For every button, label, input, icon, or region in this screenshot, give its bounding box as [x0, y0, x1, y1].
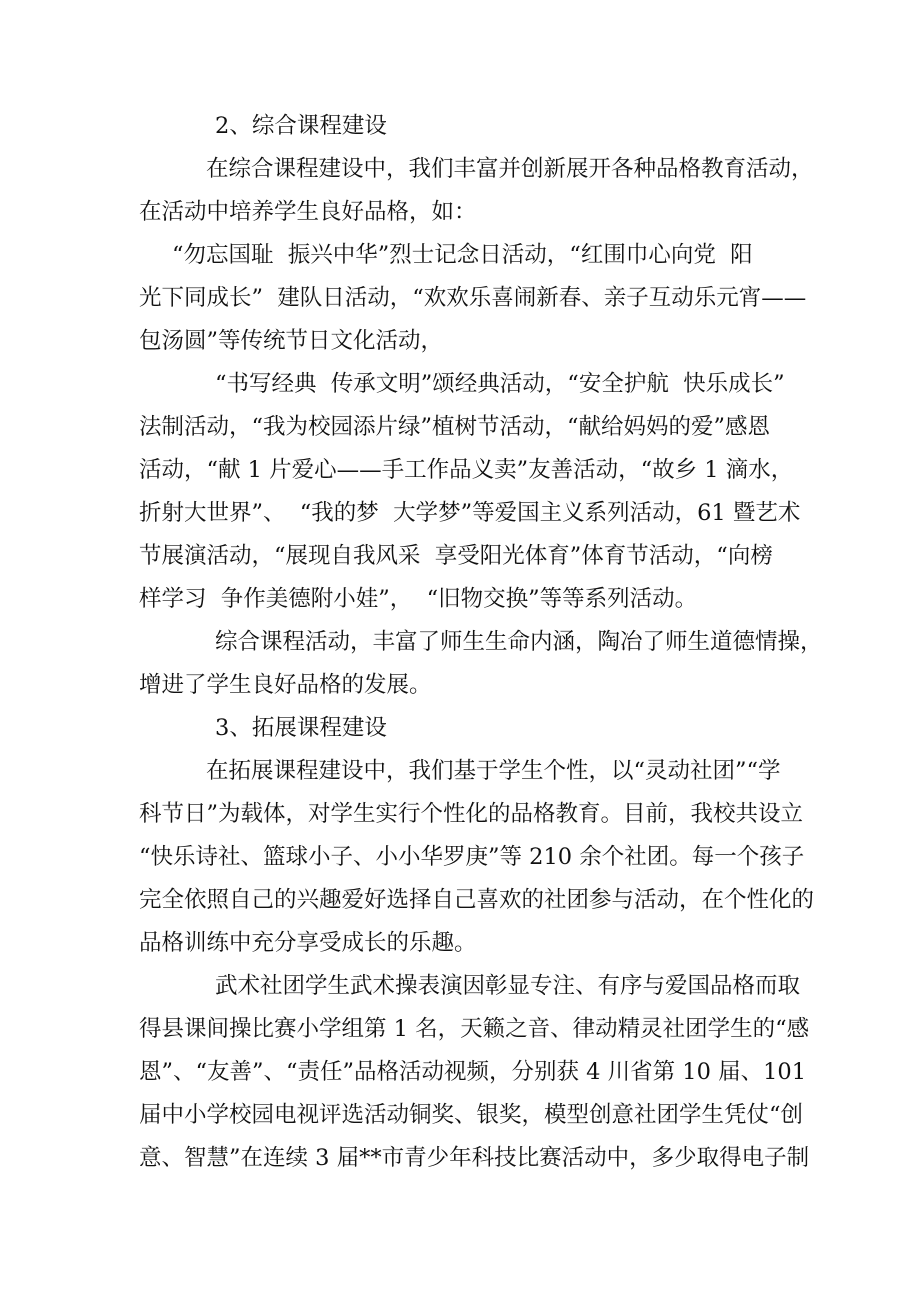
paragraph-line: 品格训练中充分享受成长的乐趣。: [139, 930, 477, 956]
paragraph-line: 法制活动，“我为校园添片绿”植树节活动，“献给妈妈的爱”感恩: [139, 414, 771, 440]
paragraph-line: 武术社团学生武术操表演因彰显专注、有序与爱国品格而取: [215, 973, 801, 999]
paragraph-line: 完全依照自己的兴趣爱好选择自己喜欢的社团参与活动，在个性化的: [139, 887, 815, 913]
paragraph-line: 得县课间操比赛小学组第 1 名，天籁之音、律动精灵社团学生的“感: [139, 1016, 810, 1042]
paragraph-line: “快乐诗社、篮球小子、小小华罗庚”等 210 余个社团。每一个孩子: [139, 844, 805, 870]
paragraph-line: “勿忘国耻 振兴中华”烈士记念日活动，“红围巾心向党 阳: [172, 242, 753, 268]
paragraph-line: 届中小学校园电视评选活动铜奖、银奖，模型创意社团学生凭仗“创: [139, 1102, 804, 1128]
paragraph-line: 意、智慧”在连续 3 届**市青少年科技比赛活动中，多少取得电子制: [139, 1145, 810, 1171]
section-heading-integrated-curriculum: 2、综合课程建设: [215, 113, 387, 139]
paragraph-line: 综合课程活动，丰富了师生生命内涵，陶冶了师生道德情操，: [215, 629, 823, 655]
paragraph-line: 活动，“献 1 片爱心——手工作品义卖”友善活动，“故乡 1 滴水，: [139, 457, 794, 483]
paragraph-line: “书写经典 传承文明”颂经典活动，“安全护航 快乐成长”: [215, 371, 785, 397]
paragraph-line: 在拓展课程建设中，我们基于学生个性，以“灵动社团”“学: [206, 758, 781, 784]
paragraph-line: 样学习 争作美德附小娃”， “旧物交换”等等系列活动。: [139, 586, 698, 612]
paragraph-line: 在综合课程建设中，我们丰富并创新展开各种品格教育活动，: [206, 156, 814, 182]
paragraph-line: 科节日”为载体，对学生实行个性化的品格教育。目前，我校共设立: [139, 801, 804, 827]
paragraph-line: 光下同成长” 建队日活动，“欢欢乐喜闹新春、亲子互动乐元宵——: [139, 285, 807, 311]
paragraph-line: 节展演活动，“展现自我风采 享受阳光体育”体育节活动，“向榜: [139, 543, 773, 569]
paragraph-line: 包汤圆”等传统节日文化活动，: [139, 328, 444, 354]
paragraph-line: 折射大世界”、 “我的梦 大学梦”等爱国主义系列活动，61 暨艺术: [139, 500, 801, 526]
paragraph-line: 在活动中培养学生良好品格，如：: [139, 199, 477, 225]
section-heading-extended-curriculum: 3、拓展课程建设: [215, 715, 387, 741]
paragraph-line: 恩”、“友善”、“责任”品格活动视频，分别获 4 川省第 10 届、101: [139, 1059, 807, 1085]
paragraph-line: 增进了学生良好品格的发展。: [139, 672, 432, 698]
